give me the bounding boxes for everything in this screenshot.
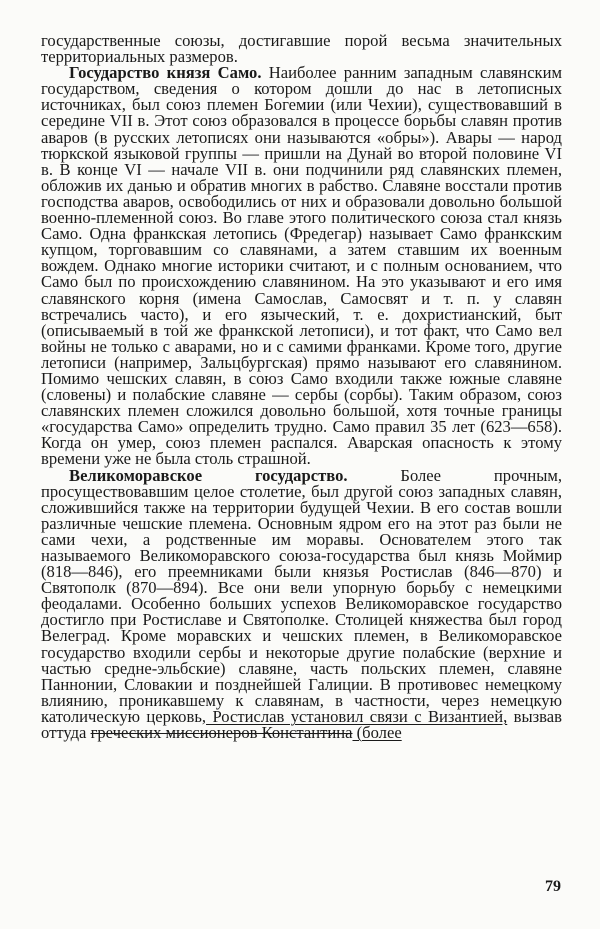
paragraph-samo xyxy=(41,65,562,467)
page-number: 79 xyxy=(545,878,561,895)
moravia-body: Более прочным, просуществовавшим целое столетие, был другой союз западных славян, сложившийся также на территории будущей Чехии. В его состав вошли различные чешские племена. Основным ядром его на этот раз были не сами чехи, а родственные им моравы. Основателем этого так называемого Великоморавского союза-государства был князь Моймир (818—846), его преемниками были князья Ростислав (846—870) и Святополк (870—894). Все они вели упорную борьбу с немецкими феодалами. Особенно больших успехов Великоморавское государство достигло при Ростиславе и Святополке. Столицей княжества был город Велеград. Кроме моравских и чешских племен, в Великоморавское государство входили сербы и некоторые другие полабские (верхние и частью средне-эльбские) славяне, часть польских племен, славяне Паннонии, Словакии и позднейшей Галиции. В противовес немецкому влиянию, проникавшему к славянам, в частности, через немецкую католическую церковь, xyxy=(41,465,562,726)
moravia-last-plain: вызвав оттуда xyxy=(41,706,563,743)
page-text xyxy=(41,33,562,741)
continuation-text: государственные союзы, достигавшие порой весьма значительных территориальных размеров. xyxy=(41,31,562,67)
moravia-tail: (более xyxy=(352,723,402,743)
samo-heading: Государство князя Само. xyxy=(69,63,262,83)
struck-passage: греческих миссионеров Константина xyxy=(90,723,353,743)
paragraph-great-moravia xyxy=(41,465,563,743)
underlined-passage: Ростислав установил связи с Византией, xyxy=(206,706,508,726)
paragraph-continuation xyxy=(41,33,562,65)
moravia-heading: Великоморавское государство. xyxy=(69,465,348,485)
samo-body: Наиболее ранним западным славянским государством, сведения о котором дошли до нас в летописных источниках, был союз племен Богемии (или Чехии), существовавший в середине VII в. Этот союз образовался в процессе борьбы славян против аваров (в русских летописях они называются «обры»). Авары — народ тюркской языковой группы — пришли на Дунай во второй половине VI в. В конце VI — начале VII в. они подчинили ряд славянских племен, обложив их данью и обратив многих в рабство. Славяне восстали против господства аваров, освободились от них и образовали довольно большой военно-племенной союз. Во главе этого политического союза стал князь Само. Одна франкская летопись (Фредегар) называет Само франкским купцом, торговавшим со славянами, а затем ставшим их военным вождем. Однако многие историки считают, и с полным основанием, что Само был по происхождению славянином. На это указывают и его имя славянского корня (имена Самослав, Самосвят и т. п. у славян встречались часто), и его языческий, т. е. дохристианский, быт (описываемый в той же франкской летописи), и тот факт, что Само вел войны не только с аварами, но и с самими франками. Кроме того, другие летописи (например, Зальцбургская) прямо называют его славянином. Помимо чешских славян, в союз Само входили также южные славяне (словены) и полабские славяне — сербы (сорбы). Таким образом, союз славянских племен сложился довольно большой, хотя точные границы «государства Само» определить трудно. Само правил 35 лет (623—658). Когда он умер, союз племен распался. Аварская опасность к этому времени уже не была столь страшной. xyxy=(41,63,562,469)
